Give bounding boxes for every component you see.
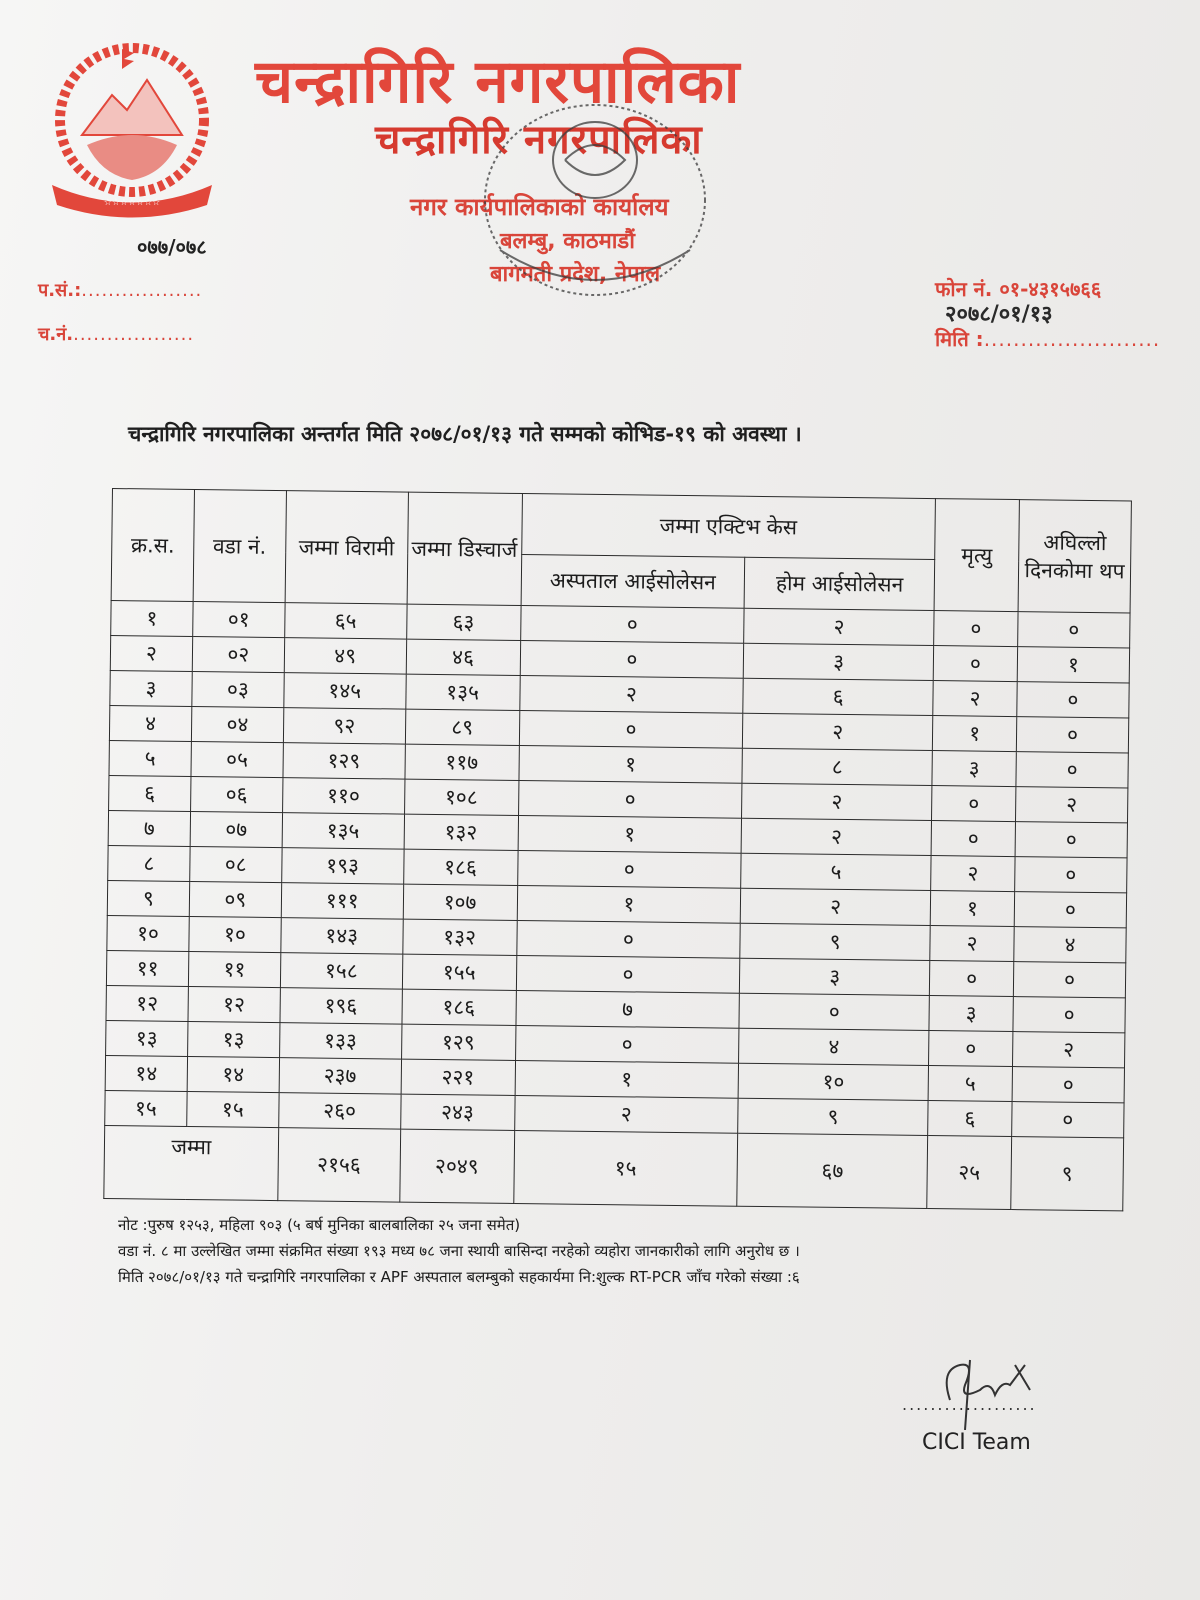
cell-hospital: १ <box>518 815 742 853</box>
date-label: मिति : <box>935 327 984 351</box>
dispatch-number-line <box>38 322 194 346</box>
municipality-subtitle: चन्द्रागिरि नगरपालिका <box>375 117 703 163</box>
cell-prev-day-added: १ <box>1017 647 1129 683</box>
cell-ward: ०५ <box>191 741 283 777</box>
cell-ward: ०९ <box>189 881 281 917</box>
cell-sn: १३ <box>106 1020 188 1056</box>
cell-hospital: ० <box>515 1025 739 1063</box>
total-row <box>104 1125 1124 1210</box>
cell-hospital: ० <box>517 850 741 888</box>
cell-hospital: ० <box>520 606 744 644</box>
cell-sn: ११ <box>106 950 188 986</box>
note-line-2: वडा नं. ८ मा उल्लेखित जम्मा संक्रमित संख्या १९३ मध्य ७८ जना स्थायी बासिन्दा नरहेको व्यहोरा जानकारीको लागि अनुरोध छ । <box>118 1242 800 1260</box>
cell-hospital: २ <box>514 1095 738 1133</box>
cell-total-discharge: ४६ <box>406 639 520 675</box>
cell-hospital: १ <box>515 1060 739 1098</box>
cell-hospital: ० <box>516 955 740 993</box>
total-label: जम्मा <box>104 1125 279 1200</box>
cell-death: ० <box>929 1031 1013 1067</box>
cell-sn: ३ <box>110 670 192 706</box>
cell-total-discharge: १३२ <box>402 919 516 955</box>
cell-home: १० <box>738 1063 928 1100</box>
cell-sn: १ <box>111 600 193 636</box>
nepal-emblem-icon <box>42 35 222 225</box>
cell-ward: ०८ <box>190 846 282 882</box>
cell-hospital: २ <box>519 675 743 713</box>
cell-home: २ <box>741 818 931 855</box>
reference-number-dots: .................. <box>81 280 203 301</box>
cell-home: २ <box>742 783 932 820</box>
cell-sn: १२ <box>106 985 188 1021</box>
cell-total-discharge: ६३ <box>406 604 520 640</box>
cell-death: ५ <box>928 1066 1012 1102</box>
cell-prev-day-added: ० <box>1016 752 1128 788</box>
cell-prev-day-added: ० <box>1017 682 1129 718</box>
cell-death: २ <box>931 856 1015 892</box>
cell-total-patients: १३५ <box>282 813 404 849</box>
cell-death: ० <box>932 786 1016 822</box>
cell-ward: ०४ <box>191 706 283 742</box>
cell-prev-day-added: ० <box>1013 962 1125 998</box>
cell-home: ४ <box>739 1028 929 1065</box>
cell-ward: १३ <box>187 1021 279 1057</box>
cell-total-patients: १३३ <box>279 1023 401 1059</box>
total-hospital: १५ <box>513 1130 738 1206</box>
cell-home: ३ <box>740 958 930 995</box>
cell-death: ० <box>931 821 1015 857</box>
phone-number: फोन नं. ०१-४३१५७६६ <box>935 277 1102 301</box>
cell-prev-day-added: ० <box>1015 822 1127 858</box>
cell-hospital: ० <box>520 640 744 678</box>
cell-total-discharge: १८६ <box>402 989 516 1025</box>
cell-total-discharge: १३२ <box>404 814 518 850</box>
cell-death: ० <box>934 611 1018 647</box>
cell-total-discharge: १८६ <box>403 849 517 885</box>
official-stamp-icon <box>470 100 720 330</box>
header-sn: क्र.स. <box>111 489 194 602</box>
table-body <box>105 600 1130 1137</box>
handwritten-date: २०७८/०१/१३ <box>945 302 1053 327</box>
cell-sn: ६ <box>109 775 191 811</box>
header-total-patients: जम्मा विरामी <box>285 491 408 604</box>
signature-icon <box>930 1340 1050 1430</box>
address-line-1: बलम्बु, काठमाडौं <box>500 229 635 254</box>
cell-death: १ <box>930 891 1014 927</box>
cell-total-patients: १९६ <box>280 988 402 1024</box>
reference-number-line <box>38 278 202 302</box>
cell-total-discharge: १३५ <box>405 674 519 710</box>
cell-total-discharge: २२१ <box>401 1059 515 1095</box>
cell-home: २ <box>741 888 931 925</box>
cell-total-patients: १४५ <box>284 673 406 709</box>
header-home-isolation: होम आईसोलेसन <box>744 557 934 610</box>
cell-prev-day-added: ० <box>1016 717 1128 753</box>
cell-total-discharge: २४३ <box>400 1094 514 1130</box>
cell-total-patients: १४३ <box>281 918 403 954</box>
cell-prev-day-added: ० <box>1012 1102 1124 1138</box>
cell-home: ९ <box>738 1098 928 1135</box>
cell-hospital: ७ <box>516 990 740 1028</box>
address-line-2: बागमती प्रदेश, नेपाल <box>490 262 661 287</box>
cell-home: २ <box>743 713 933 750</box>
cell-ward: ०७ <box>190 811 282 847</box>
signatory-name: CICI Team <box>922 1430 1031 1455</box>
dispatch-number-label: च.नं. <box>38 324 74 345</box>
cell-sn: ९ <box>107 880 189 916</box>
cell-hospital: १ <box>519 745 743 783</box>
cell-sn: १५ <box>105 1090 187 1126</box>
cell-sn: १० <box>107 915 189 951</box>
cell-ward: ०१ <box>193 601 285 637</box>
cell-death: ६ <box>928 1101 1012 1137</box>
fiscal-year: ०७७/०७८ <box>137 235 207 259</box>
cell-total-discharge: ११७ <box>405 744 519 780</box>
cell-total-patients: २६० <box>278 1093 400 1129</box>
cell-death: ३ <box>929 996 1013 1032</box>
cell-death: ० <box>933 646 1017 682</box>
note-line-3: मिति २०७८/०१/१३ गते चन्द्रागिरि नगरपालिका र APF अस्पताल बलम्बुको सहकार्यमा नि:शुल्क RT-PCR जाँच गरेको संख्या :६ <box>118 1268 800 1286</box>
header-death: मृत्यु <box>934 499 1019 612</box>
cell-ward: ०२ <box>192 636 284 672</box>
cell-total-discharge: १५५ <box>402 954 516 990</box>
cell-hospital: ० <box>519 710 743 748</box>
cell-prev-day-added: ० <box>1014 892 1126 928</box>
cell-total-patients: ४९ <box>284 638 406 674</box>
cell-total-patients: ६५ <box>284 603 406 639</box>
header-total-discharge: जम्मा डिस्चार्ज <box>407 492 522 605</box>
cell-sn: ७ <box>108 810 190 846</box>
cell-ward: १५ <box>187 1091 279 1127</box>
cell-prev-day-added: ० <box>1013 997 1125 1033</box>
emblem-text: ☆☆☆☆☆☆☆ <box>103 198 161 208</box>
cell-total-patients: ९२ <box>283 708 405 744</box>
cell-home: ९ <box>740 923 930 960</box>
office-name: नगर कार्यपालिकाको कार्यालय <box>410 193 669 221</box>
cell-ward: ०३ <box>192 671 284 707</box>
cell-home: ५ <box>741 853 931 890</box>
cell-sn: ५ <box>109 740 191 776</box>
signature-dots: ................... <box>902 1395 1037 1414</box>
report-heading: चन्द्रागिरि नगरपालिका अन्तर्गत मिति २०७८/०१/१३ गते सम्मको कोभिड-१९ को अवस्था । <box>128 422 802 446</box>
cell-total-patients: ११० <box>282 778 404 814</box>
cell-total-patients: २३७ <box>279 1058 401 1094</box>
cell-total-discharge: १०८ <box>404 779 518 815</box>
cell-prev-day-added: ० <box>1015 857 1127 893</box>
cell-sn: ४ <box>109 705 191 741</box>
cell-prev-day-added: ० <box>1018 612 1130 648</box>
cell-total-patients: १११ <box>281 883 403 919</box>
cell-prev-day-added: २ <box>1015 787 1127 823</box>
cell-death: १ <box>932 716 1016 752</box>
dispatch-number-dots: .................. <box>73 324 195 345</box>
cell-death: २ <box>933 681 1017 717</box>
total-patients: २१५६ <box>278 1128 401 1202</box>
municipality-title: चन्द्रागिरि नगरपालिका <box>255 47 741 117</box>
cell-total-discharge: १२९ <box>401 1024 515 1060</box>
header-hospital-isolation: अस्पताल आईसोलेसन <box>521 555 745 609</box>
cell-sn: ८ <box>108 845 190 881</box>
reference-number-label: प.सं.: <box>38 280 82 301</box>
cell-total-patients: १५८ <box>280 953 402 989</box>
header-prev-day-added: अघिल्लो दिनकोमा थप <box>1018 500 1131 613</box>
cell-total-patients: १९३ <box>281 848 403 884</box>
covid-status-table <box>103 488 1132 1211</box>
cell-total-patients: १२९ <box>283 743 405 779</box>
cell-death: ३ <box>932 751 1016 787</box>
cell-hospital: ० <box>516 920 740 958</box>
cell-death: ० <box>929 961 1013 997</box>
cell-prev-day-added: ४ <box>1014 927 1126 963</box>
total-death: २५ <box>927 1136 1012 1210</box>
date-line <box>935 325 1160 352</box>
total-home: ६७ <box>737 1133 928 1208</box>
cell-total-discharge: १०७ <box>403 884 517 920</box>
header-active-cases: जम्मा एक्टिभ केस <box>521 494 935 560</box>
cell-ward: ११ <box>188 951 280 987</box>
cell-ward: १० <box>189 916 281 952</box>
cell-sn: १४ <box>105 1055 187 1091</box>
header-ward: वडा नं. <box>193 490 286 603</box>
cell-total-discharge: ८९ <box>405 709 519 745</box>
total-prev-day-added: ९ <box>1011 1137 1124 1211</box>
date-dots: ........................ <box>983 327 1161 351</box>
cell-ward: ०६ <box>190 776 282 812</box>
cell-home: ६ <box>743 678 933 715</box>
cell-prev-day-added: ० <box>1012 1067 1124 1103</box>
note-line-1: नोट :पुरुष १२५३, महिला ९०३ (५ बर्ष मुनिका बालबालिका २५ जना समेत) <box>118 1216 521 1234</box>
cell-home: २ <box>744 608 934 645</box>
notes-section <box>118 1212 1098 1290</box>
cell-prev-day-added: २ <box>1012 1032 1124 1068</box>
cell-sn: २ <box>110 635 192 671</box>
cell-home: ० <box>739 993 929 1030</box>
cell-home: ३ <box>744 643 934 680</box>
total-discharge: २०४९ <box>399 1129 514 1203</box>
cell-ward: १४ <box>187 1056 279 1092</box>
cell-hospital: १ <box>517 885 741 923</box>
cell-home: ८ <box>742 748 932 785</box>
cell-death: २ <box>930 926 1014 962</box>
cell-ward: १२ <box>188 986 280 1022</box>
cell-hospital: ० <box>518 780 742 818</box>
